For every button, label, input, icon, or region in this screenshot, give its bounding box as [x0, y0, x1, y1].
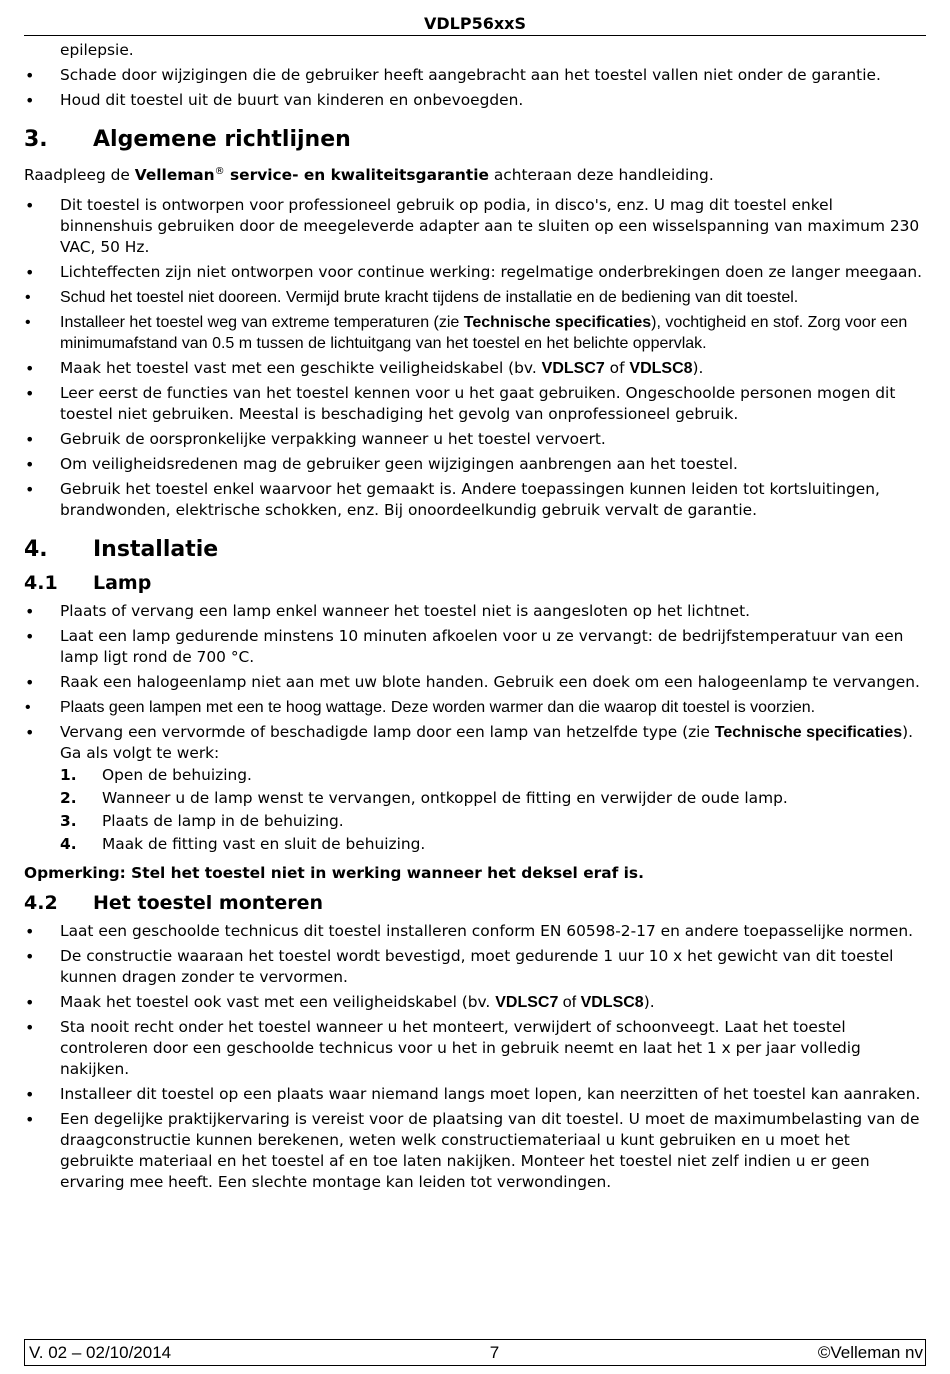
item-text: ). [692, 359, 704, 378]
brand-name: Velleman [134, 166, 215, 185]
item-text: Installeer het toestel weg van extreme temperaturen (zie [60, 314, 464, 332]
list-item [24, 358, 926, 379]
page-header: VDLP56xxS [24, 12, 926, 36]
list-item: • Dit toestel is ontworpen voor professioneel gebruik op podia, in disco's, enz. U mag dit toestel enkel binnenshuis gebruiken door de meegeleverde adapter aan te sluiten op een wisselspanning van maximum 230 VAC, 50 Hz. [24, 195, 926, 258]
list-item: • Om veiligheidsredenen mag de gebruiker geen wijzigingen aanbrengen aan het toestel. [24, 454, 926, 475]
steps-list [60, 765, 926, 855]
list-item: • Plaats of vervang een lamp enkel wanneer het toestel niet is aangesloten op het lichtnet. [24, 601, 926, 622]
list-item [24, 312, 926, 354]
list-item: • Lichteffecten zijn niet ontworpen voor continue werking: regelmatige onderbrekingen doen ze langer meegaan. [24, 262, 926, 283]
list-item: • Laat een lamp gedurende minstens 10 minuten afkoelen voor u ze vervangt: de bedrijfstemperatuur van een lamp ligt rond de 700 °C. [24, 626, 926, 668]
list-item: • Plaats geen lampen met een te hoog wattage. Deze worden warmer dan die waarop dit toestel is voorzien. [24, 697, 926, 718]
section-number: 4.2 [24, 892, 58, 915]
product-code: VDLSC7 [541, 360, 605, 378]
version-label: V. 02 – 02/10/2014 [29, 1343, 172, 1362]
guidelines-list [24, 195, 926, 521]
list-item [24, 992, 926, 1013]
page-content [24, 40, 926, 1197]
page-footer [24, 1339, 926, 1366]
list-item: • Schade door wijzigingen die de gebruiker heeft aangebracht aan het toestel vallen niet onder de garantie. [24, 65, 926, 86]
item-text: of [604, 359, 630, 378]
intro-text: achteraan deze handleiding. [488, 166, 714, 185]
registered-mark: ® [214, 166, 225, 177]
list-item: • Houd dit toestel uit de buurt van kinderen en onbevoegden. [24, 90, 926, 111]
list-item: • Een degelijke praktijkervaring is vereist voor de plaatsing van dit toestel. U moet de maximumbelasting van de draagconstructie kunnen berekenen, weten welk constructiemateriaal u kunt gebruiken en u moet het gebruikte materiaal en het toestel af en toe laten nakijken. Monteer het toestel niet zelf indien u er geen ervaring mee heeft. Een slechte montage kan leiden tot verwondingen. [24, 1109, 926, 1193]
section-title: Lamp [93, 572, 152, 595]
section-number: 4.1 [24, 572, 58, 595]
list-item: • Sta nooit recht onder het toestel wanneer u het monteert, verwijdert of schoonveegt. Laat het toestel controleren door een geschoolde technicus voor u het in gebruik neemt en laat het 1 x per jaar volledig nakijken. [24, 1017, 926, 1080]
step-number: 2. [60, 789, 77, 808]
remark-note: Opmerking: Stel het toestel niet in werking wanneer het deksel eraf is. [24, 864, 644, 883]
step-text: Open de behuizing. [102, 766, 252, 785]
item-text: Maak het toestel ook vast met een veiligheidskabel (bv. [60, 993, 496, 1012]
item-text: Vervang een vervormde of beschadigde lamp door een lamp van hetzelfde type (zie [60, 723, 715, 742]
product-code: VDLSC8 [629, 360, 693, 378]
step-number: 1. [60, 766, 77, 785]
list-item: • Gebruik de oorspronkelijke verpakking wanneer u het toestel vervoert. [24, 429, 926, 450]
step-number: 4. [60, 835, 77, 854]
copyright-label: ©Velleman nv [817, 1343, 923, 1362]
lamp-list [24, 601, 926, 855]
list-item: • Leer eerst de functies van het toestel kennen voor u het gaat gebruiken. Ongeschoolde personen mogen dit toestel niet gebruiken. Meestal is beschadiging het gevolg van onprofessioneel gebruik. [24, 383, 926, 425]
section-heading-3 [24, 126, 926, 154]
step-text: Plaats de lamp in de behuizing. [102, 812, 344, 831]
list-item: • Gebruik het toestel enkel waarvoor het gemaakt is. Andere toepassingen kunnen leiden tot kortsluitingen, brandwonden, elektrische schokken, enz. Bij onoordeelkundig gebruik vervalt de garantie. [24, 479, 926, 521]
spec-reference: Technische specificaties [714, 724, 903, 742]
list-item: • Laat een geschoolde technicus dit toestel installeren conform EN 60598-2-17 en andere toepasselijke normen. [24, 921, 926, 942]
step-text: Wanneer u de lamp wenst te vervangen, ontkoppel de fitting en verwijder de oude lamp. [102, 789, 788, 808]
step-text: Maak de fitting vast en sluit de behuizing. [102, 835, 426, 854]
list-item: • Installeer dit toestel op een plaats waar niemand langs moet lopen, kan neerzitten of het toestel kan aanraken. [24, 1084, 926, 1105]
step-number: 3. [60, 812, 77, 831]
section-heading-4 [24, 536, 926, 564]
step-item [60, 811, 926, 832]
spec-reference: Technische specificaties [463, 314, 652, 332]
document-page [24, 0, 926, 1374]
mounting-list [24, 921, 926, 1193]
item-text: of [558, 994, 581, 1012]
step-item [60, 765, 926, 786]
list-item: • Raak een halogeenlamp niet aan met uw blote handen. Gebruik een doek om een halogeenlamp te vervangen. [24, 672, 926, 693]
section-heading-4-1 [24, 571, 926, 596]
list-item [24, 722, 926, 855]
page-number: 7 [489, 1343, 500, 1362]
step-item [60, 788, 926, 809]
section-number: 4. [24, 537, 48, 563]
intro-text: Raadpleeg de [24, 166, 135, 185]
list-item: • De constructie waaraan het toestel wordt bevestigd, moet gedurende 1 uur 10 x het gewicht van dit toestel kunnen dragen zonder te vervormen. [24, 946, 926, 988]
product-code: VDLSC7 [495, 994, 559, 1012]
section-intro [24, 161, 926, 186]
step-item [60, 834, 926, 855]
section-title: Het toestel monteren [93, 892, 324, 915]
intro-list [24, 40, 926, 111]
section-heading-4-2 [24, 891, 926, 916]
item-text: ), vochtigheid en stof. Zorg voor een minimumafstand van 0.5 m tussen de lichtuitgang van het toestel en het belichte oppervlak. [60, 314, 908, 353]
section-title: Algemene richtlijnen [93, 127, 351, 152]
warranty-label: service- en kwaliteitsgarantie [224, 166, 489, 185]
item-text: Maak het toestel vast met een geschikte veiligheidskabel (bv. [60, 359, 542, 378]
product-code: VDLSC8 [580, 994, 644, 1012]
list-item: epilepsie. [60, 41, 134, 59]
list-item: • Schud het toestel niet dooreen. Vermijd brute kracht tijdens de installatie en de bediening van dit toestel. [24, 287, 926, 308]
item-text: ). [643, 993, 655, 1012]
section-number: 3. [24, 127, 48, 152]
section-title: Installatie [93, 537, 219, 563]
item-text: ). Ga als volgt te werk: [60, 723, 914, 763]
